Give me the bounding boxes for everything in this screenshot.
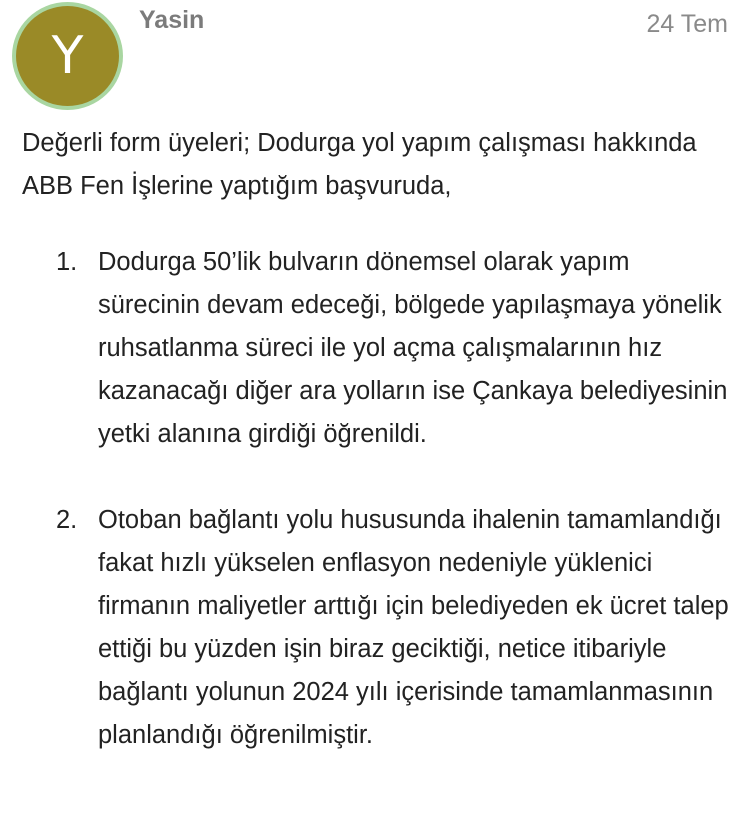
list-item-number: 1.: [56, 248, 78, 276]
post-body: [22, 122, 734, 800]
post-intro: Değerli form üyeleri; Dodurga yol yapım çalışması hakkında ABB Fen İşlerine yaptığım başvuruda,: [22, 129, 697, 200]
list-item-text: Dodurga 50’lik bulvarın dönemsel olarak yapım sürecinin devam edeceği, bölgede yapılaşmaya yönelik ruhsatlanma süreci ile yol açma çalışmalarının hız kazanacağı diğer ara yolların ise Çankaya belediyesinin yetki alanına girdiği öğrenildi.: [98, 248, 728, 448]
list-item: [22, 499, 734, 757]
list-item-text: Otoban bağlantı yolu hususunda ihalenin tamamlandığı fakat hızlı yükselen enflasyon nedeniyle yüklenici firmanın maliyetler arttığı için belediyeden ek ücret talep ettiği bu yüzden işin biraz geciktiği, netice itibariyle bağlantı yolunun 2024 yılı içerisinde tamamlanmasının planlandığı öğrenilmiştir.: [98, 506, 729, 749]
post-date[interactable]: 24 Tem: [646, 10, 728, 38]
numbered-list: [22, 241, 734, 757]
author-name[interactable]: Yasin: [139, 6, 205, 34]
list-item-number: 2.: [56, 506, 78, 534]
avatar-letter: Y: [16, 6, 119, 106]
list-item: [22, 241, 734, 456]
avatar[interactable]: [12, 2, 123, 110]
